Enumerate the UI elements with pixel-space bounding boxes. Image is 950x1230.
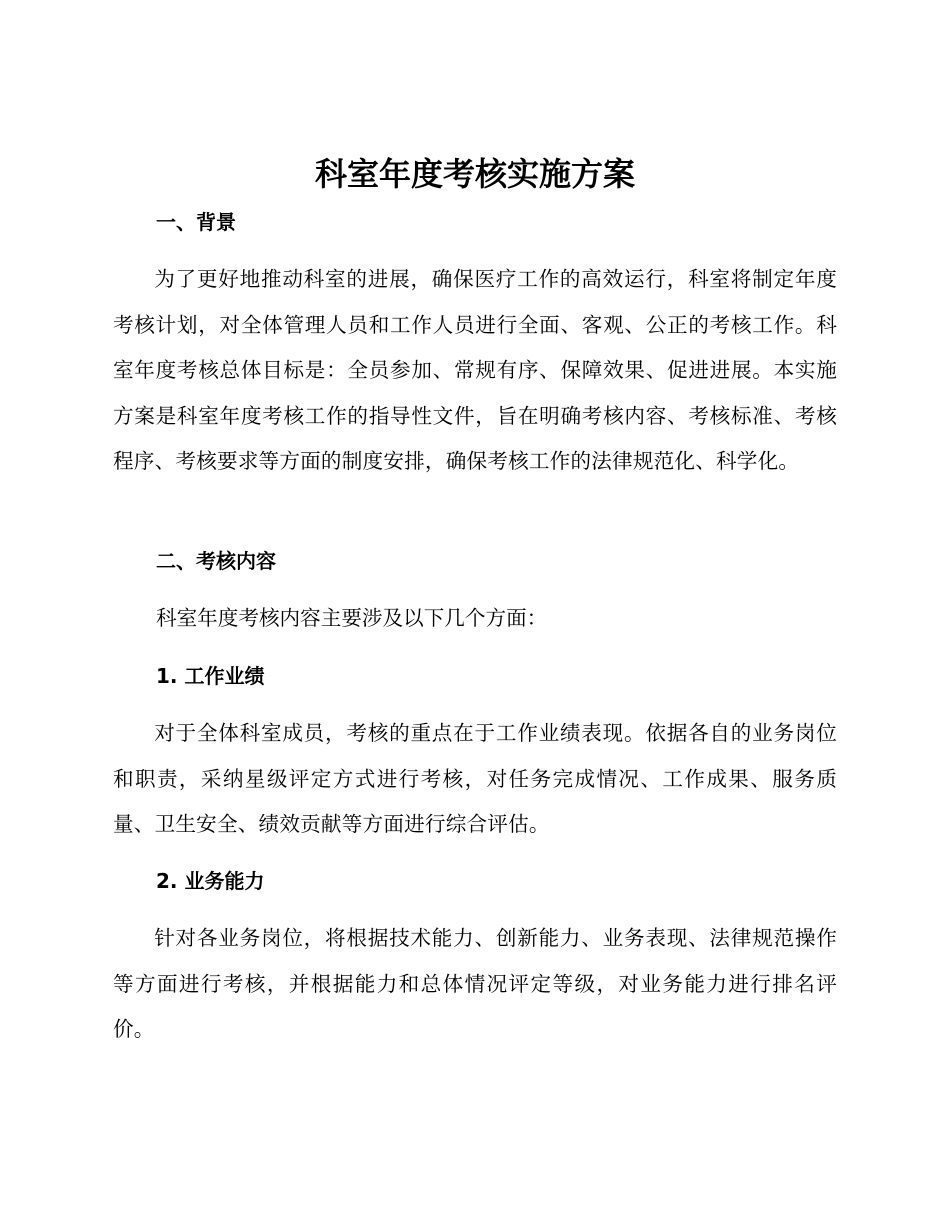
- section-paragraph-assessment-content: 科室年度考核内容主要涉及以下几个方面：: [156, 606, 548, 630]
- section-heading-assessment-content: 二、考核内容: [156, 549, 276, 573]
- document-title: 科室年度考核实施方案: [314, 155, 635, 193]
- subsection-heading-business-capability: 2. 业务能力: [156, 869, 265, 893]
- subsection-paragraph-business-capability: 针对各业务岗位，将根据技术能力、创新能力、业务表现、法律规范操作等方面进行考核，并根据能力和总体情况评定等级，对业务能力进行排名评价。: [113, 926, 837, 1042]
- subsection-heading-work-performance: 1. 工作业绩: [156, 664, 265, 688]
- subsection-paragraph-work-performance: 对于全体科室成员，考核的重点在于工作业绩表现。依据各自的业务岗位和职责，采纳星级评定方式进行考核，对任务完成情况、工作成果、服务质量、卫生安全、绩效贡献等方面进行综合评估。: [113, 721, 837, 837]
- section-paragraph-background: 为了更好地推动科室的进展，确保医疗工作的高效运行，科室将制定年度考核计划，对全体管理人员和工作人员进行全面、客观、公正的考核工作。科室年度考核总体目标是：全员参加、常规有序、保障效果、促进进展。本实施方案是科室年度考核工作的指导性文件，旨在明确考核内容、考核标准、考核程序、考核要求等方面的制度安排，确保考核工作的法律规范化、科学化。: [113, 267, 837, 474]
- section-heading-background: 一、背景: [156, 210, 236, 234]
